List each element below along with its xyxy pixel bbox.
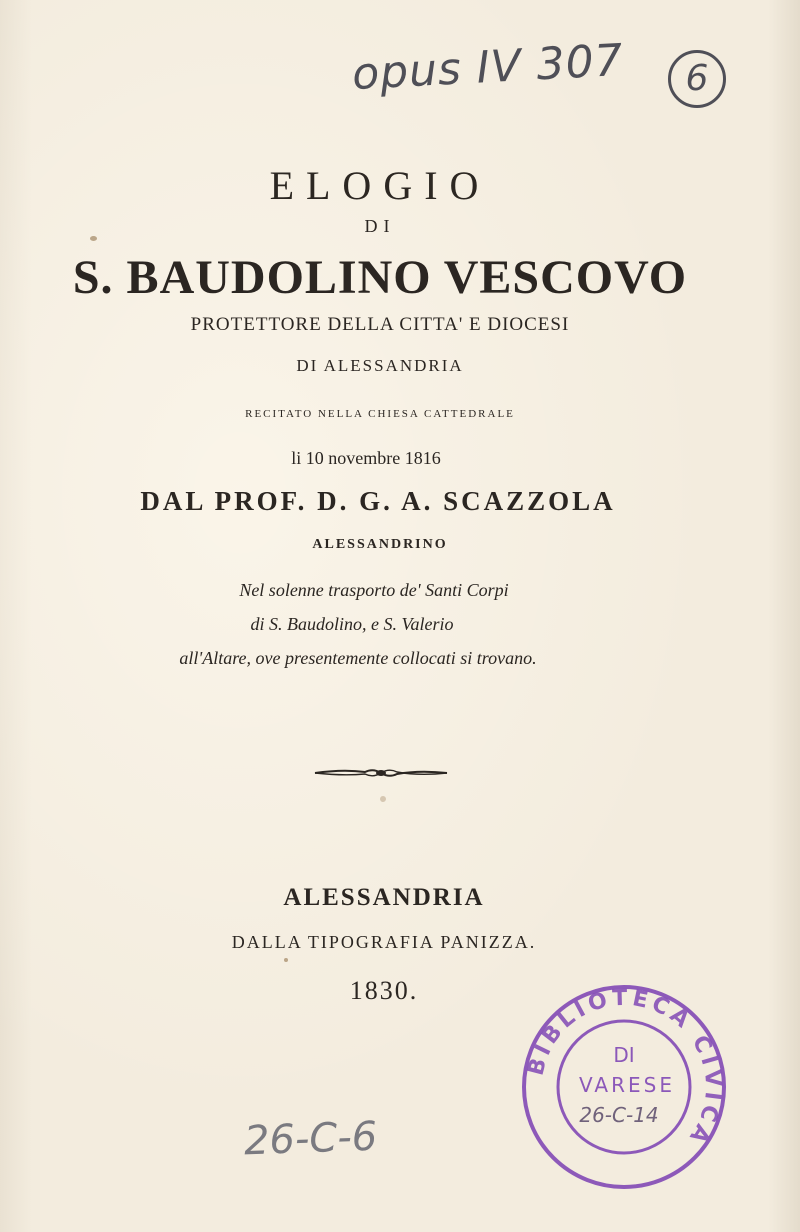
imprint-place: ALESSANDRIA — [283, 884, 485, 911]
author-line: DAL PROF. D. G. A. SCAZZOLA — [140, 486, 616, 516]
occasion-line: all'Altare, ove presentemente collocati si trovano. — [179, 648, 537, 668]
stamp-ring-text: BIBLIOTECA CIVICA — [523, 985, 726, 1151]
recited-line: RECITATO NELLA CHIESA CATTEDRALE — [245, 408, 515, 420]
handwritten-shelfmark: opus IV 307 — [350, 34, 625, 101]
paper-stain — [284, 958, 288, 962]
stamp-inner-mid: VARESE — [579, 1073, 675, 1097]
title-connector: DI — [364, 216, 396, 236]
stamp-inner-mark: 26-C-14 — [579, 1103, 659, 1127]
occasion-line: Nel solenne trasporto de' Santi Corpi — [239, 580, 509, 600]
handwritten-circled-number: 6 — [668, 50, 726, 108]
book-title: ELOGIO — [269, 163, 491, 208]
imprint-printer: DALLA TIPOGRAFIA PANIZZA. — [231, 932, 537, 952]
date-line: li 10 novembre 1816 — [291, 448, 441, 468]
ornament-rule — [313, 766, 449, 780]
paper-stain — [380, 796, 386, 802]
stamp-inner-top: DI — [613, 1043, 635, 1067]
occasion-line: di S. Baudolino, e S. Valerio — [250, 614, 454, 634]
protector-line: PROTETTORE DELLA CITTA' E DIOCESI — [190, 314, 570, 335]
imprint-year: 1830. — [349, 976, 419, 1005]
origin-line: ALESSANDRINO — [312, 537, 448, 552]
handwritten-shelfmark-bottom: 26-C-6 — [243, 1113, 378, 1165]
library-stamp — [519, 982, 729, 1192]
city-line: DI ALESSANDRIA — [296, 356, 464, 375]
book-subject: S. BAUDOLINO VESCOVO — [72, 251, 688, 304]
